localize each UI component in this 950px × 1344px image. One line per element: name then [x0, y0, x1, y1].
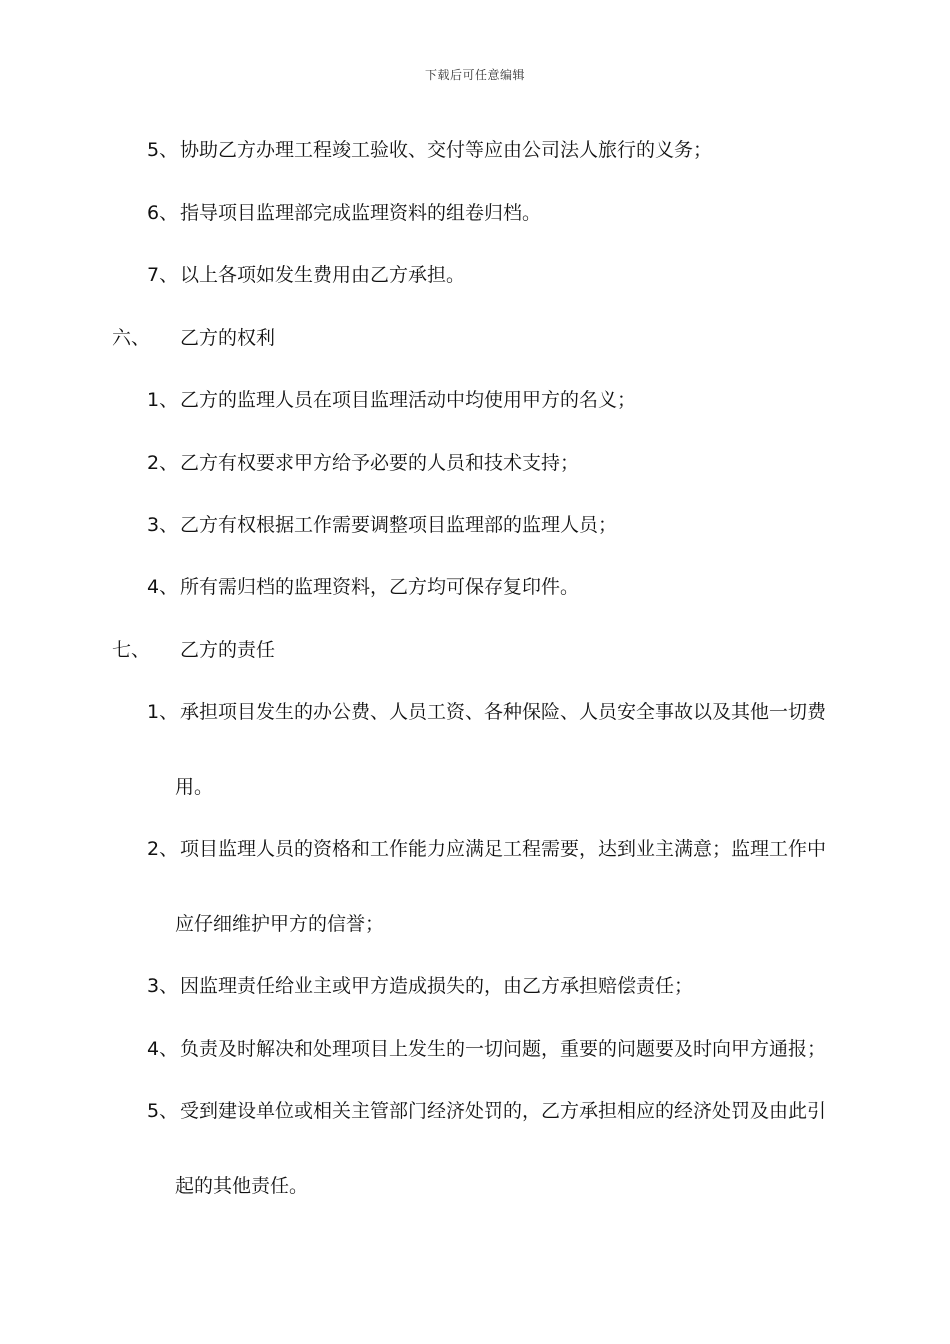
item-text: 乙方有权根据工作需要调整项目监理部的监理人员； [180, 514, 618, 536]
item-text: 项目监理人员的资格和工作能力应满足工程需要，达到业主满意；监理工作中 [180, 838, 827, 860]
responsibility-item-2 [147, 837, 826, 861]
item-text: 以上各项如发生费用由乙方承担。 [180, 264, 466, 286]
responsibility-item-3 [147, 974, 693, 998]
item-number: 7、 [147, 264, 179, 286]
item-number: 4、 [147, 576, 179, 598]
item-number: 5、 [147, 1100, 179, 1122]
item-number: 2、 [147, 838, 179, 860]
item-number: 1、 [147, 701, 179, 723]
responsibility-item-1 [147, 700, 826, 724]
responsibility-item-5 [147, 1099, 826, 1123]
rights-item-3 [147, 513, 617, 537]
item-text: 所有需归档的监理资料，乙方均可保存复印件。 [180, 576, 580, 598]
section-title: 乙方的责任 [180, 639, 276, 661]
item-number: 3、 [147, 514, 179, 536]
section-heading-7 [112, 638, 275, 662]
item-number: 2、 [147, 452, 179, 474]
item-number: 4、 [147, 1038, 179, 1060]
responsibility-item-2-continued: 应仔细维护甲方的信誉； [175, 913, 385, 935]
rights-item-2 [147, 451, 579, 475]
item-text: 负责及时解决和处理项目上发生的一切问题，重要的问题要及时向甲方通报； [180, 1038, 827, 1060]
section-heading-6 [112, 326, 275, 350]
section-number: 七、 [112, 639, 151, 661]
item-text: 受到建设单位或相关主管部门经济处罚的，乙方承担相应的经济处罚及由此引 [180, 1100, 827, 1122]
section-number: 六、 [112, 327, 151, 349]
duty-item-6 [147, 201, 541, 225]
responsibility-item-1-continued: 用。 [175, 776, 214, 798]
rights-item-1 [147, 388, 636, 412]
responsibility-item-4 [147, 1037, 826, 1061]
item-text: 协助乙方办理工程竣工验收、交付等应由公司法人旅行的义务； [180, 139, 713, 161]
duty-item-5 [147, 138, 712, 162]
responsibility-item-5-continued: 起的其他责任。 [175, 1175, 309, 1197]
item-number: 3、 [147, 975, 179, 997]
duty-item-7 [147, 263, 465, 287]
page-header: 下载后可任意编辑 [424, 68, 525, 82]
item-number: 5、 [147, 139, 179, 161]
item-text: 因监理责任给业主或甲方造成损失的，由乙方承担赔偿责任； [180, 975, 694, 997]
rights-item-4 [147, 575, 579, 599]
section-title: 乙方的权利 [180, 327, 276, 349]
item-text: 乙方有权要求甲方给予必要的人员和技术支持； [180, 452, 580, 474]
item-text: 指导项目监理部完成监理资料的组卷归档。 [180, 202, 542, 224]
item-number: 6、 [147, 202, 179, 224]
item-text: 承担项目发生的办公费、人员工资、各种保险、人员安全事故以及其他一切费 [180, 701, 827, 723]
item-number: 1、 [147, 389, 179, 411]
item-text: 乙方的监理人员在项目监理活动中均使用甲方的名义； [180, 389, 637, 411]
